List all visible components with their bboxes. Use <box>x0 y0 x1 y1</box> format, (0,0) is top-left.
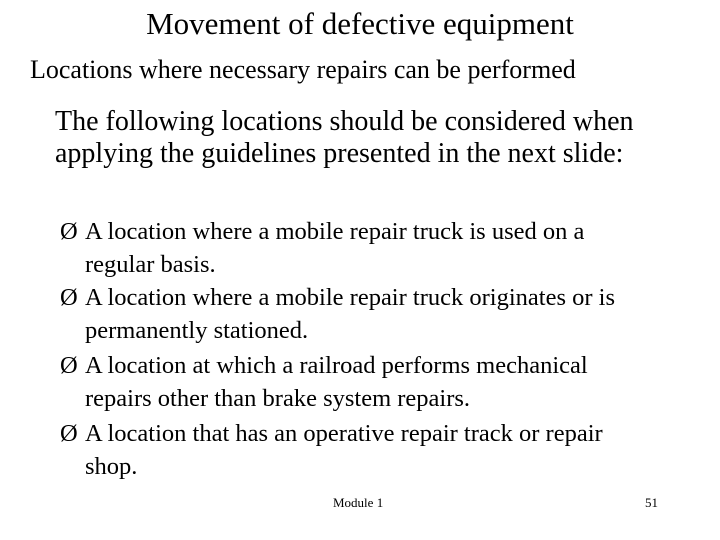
intro-paragraph: The following locations should be considered when applying the guidelines presented in the next slide: <box>55 106 634 169</box>
arrow-bullet-icon: Ø <box>60 218 78 245</box>
arrow-bullet-icon: Ø <box>60 420 78 447</box>
bullet-item <box>60 350 588 415</box>
bullet-item <box>60 216 584 281</box>
bullet-text: A location where a mobile repair truck is used on a <box>85 218 585 245</box>
bullet-item <box>60 418 603 483</box>
bullet-text: A location that has an operative repair track or repair <box>85 420 603 447</box>
arrow-bullet-icon: Ø <box>60 284 78 311</box>
bullet-text: shop. <box>85 452 138 480</box>
bullet-text: repairs other than brake system repairs. <box>85 384 471 412</box>
bullet-text: regular basis. <box>85 250 216 278</box>
bullet-text: A location where a mobile repair truck originates or is <box>85 284 615 311</box>
bullet-text: permanently stationed. <box>85 316 309 344</box>
bullet-item <box>60 282 615 347</box>
bullet-text: A location at which a railroad performs mechanical <box>85 352 588 379</box>
slide-number: 51 <box>645 495 658 510</box>
footer-module: Module 1 <box>333 495 384 510</box>
slide-subtitle: Locations where necessary repairs can be performed <box>30 55 576 84</box>
slide-title: Movement of defective equipment <box>146 6 574 41</box>
arrow-bullet-icon: Ø <box>60 352 78 379</box>
